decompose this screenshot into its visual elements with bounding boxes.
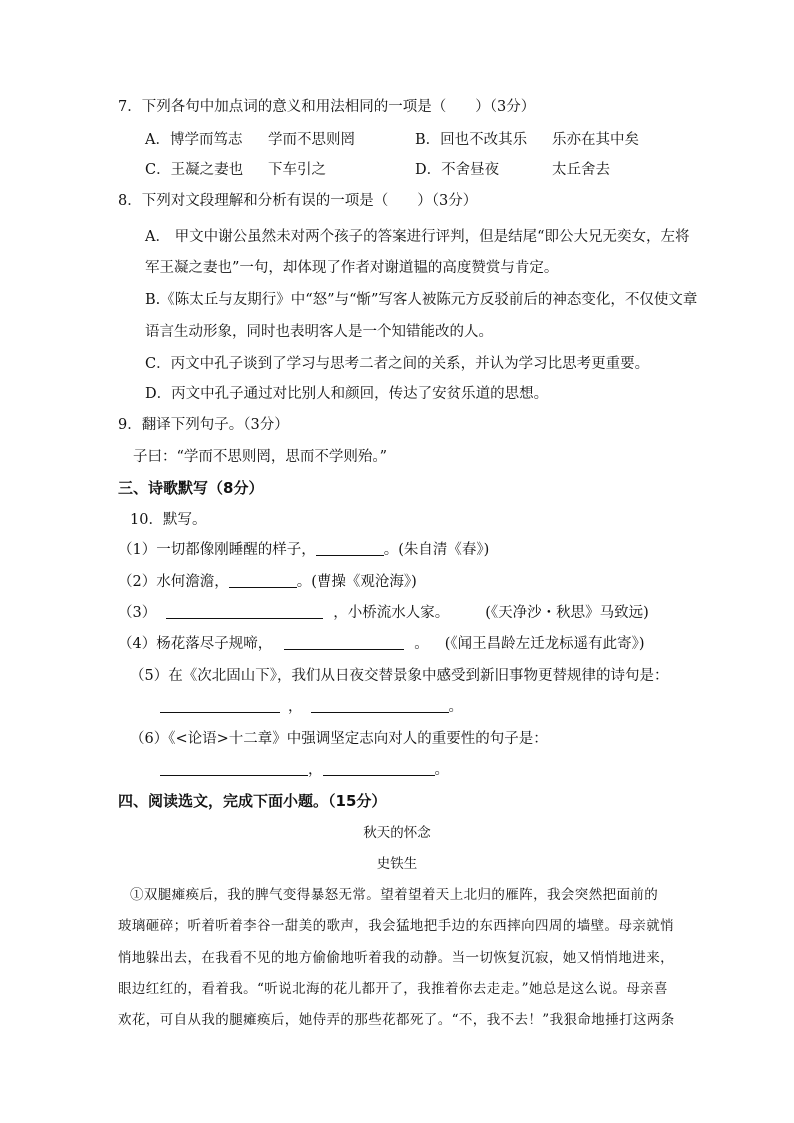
q8-option-b-line1: B.《陈太丘与友期行》中“怒”与“惭”写客人被陈元方反驳前后的神态变化，不仅使文章	[145, 292, 698, 308]
article-paragraph-line: 玻璃砸碎；听着听着李谷一甜美的歌声，我会猛地把手边的东西摔向四周的墙壁。母亲就悄	[118, 918, 674, 934]
answer-blank[interactable]	[166, 604, 323, 619]
answer-blank[interactable]	[284, 635, 404, 650]
q10-item-1: （1）一切都像刚睡醒的样子， 。(朱自清《春》)	[118, 542, 490, 558]
section-3-title: 三、诗歌默写（8分）	[118, 479, 264, 497]
article-title: 秋天的怀念	[363, 825, 431, 841]
q10-item-5-answer: ， 。	[160, 697, 463, 717]
q8-option-c: C．丙文中孔子谈到了学习与思考二者之间的关系，并认为学习比思考更重要。	[145, 356, 650, 372]
article-paragraph-line: 欢花，可自从我的腿瘫痪后，她侍弄的那些花都死了。“不，我不去！”我狠命地捶打这两条	[118, 1012, 675, 1028]
q7-option-b2: 乐亦在其中矣	[552, 132, 639, 148]
article-paragraph-line: ①双腿瘫痪后，我的脾气变得暴怒无常。望着望着天上北归的雁阵，我会突然把面前的	[130, 887, 659, 903]
q10-item-6: （6）《<论语>十二章》中强调坚定志向对人的重要性的句子是：	[130, 731, 548, 747]
q10-item-5: （5）在《次北固山下》，我们从日夜交替景象中感受到新旧事物更替规律的诗句是：	[130, 668, 669, 684]
answer-blank[interactable]	[160, 761, 308, 776]
q8-option-a-line1: A． 甲文中谢公虽然未对两个孩子的答案进行评判，但是结尾“即公大兄无奕女，左将	[145, 229, 690, 245]
q7-option-c2: 下车引之	[268, 162, 326, 178]
answer-blank[interactable]	[316, 541, 384, 556]
q10-item-2: （2）水何澹澹， 。(曹操《观沧海》)	[118, 574, 417, 590]
q9-sentence: 子曰：“学而不思则罔，思而不学则殆。”	[133, 449, 388, 465]
q10-item-6-answer: ， 。	[160, 760, 449, 780]
q7-option-a1: A．博学而笃志	[145, 132, 243, 148]
q10-stem: 10．默写。	[130, 512, 207, 528]
q8-stem: 8．下列对文段理解和分析有误的一项是（ ）（3分）	[118, 193, 478, 209]
q10-item-3: （3） ，小桥流水人家。 (《天净沙・秋思》马致远)	[118, 605, 649, 621]
article-author: 史铁生	[376, 856, 418, 872]
q7-option-c1: C．王凝之妻也	[145, 162, 244, 178]
section-4-title: 四、阅读选文，完成下面小题。（15分）	[118, 792, 387, 810]
answer-blank[interactable]	[311, 698, 449, 713]
article-paragraph-line: 眼边红红的，看着我。“听说北海的花儿都开了，我推着你去走走。”她总是这么说。母亲喜	[118, 981, 668, 997]
q8-option-a-line2: 军王凝之妻也”一句，却体现了作者对谢道韫的高度赞赏与肯定。	[145, 260, 559, 276]
q7-option-d1: D．不舍昼夜	[415, 162, 500, 178]
q7-option-b1: B．回也不改其乐	[415, 132, 528, 148]
article-paragraph-line: 悄地躲出去，在我看不见的地方偷偷地听着我的动静。当一切恢复沉寂，她又悄悄地进来，	[118, 950, 674, 966]
answer-blank[interactable]	[323, 761, 435, 776]
q7-stem: 7．下列各句中加点词的意义和用法相同的一项是（ ）（3分）	[118, 99, 536, 115]
q10-item-4: （4）杨花落尽子规啼， 。 (《闻王昌龄左迁龙标遥有此寄》)	[118, 636, 645, 652]
q7-option-a2: 学而不思则罔	[268, 132, 355, 148]
q8-option-b-line2: 语言生动形象，同时也表明客人是一个知错能改的人。	[145, 324, 493, 340]
q8-option-d: D．丙文中孔子通过对比别人和颜回，传达了安贫乐道的思想。	[145, 386, 549, 402]
q9-stem: 9．翻译下列句子。（3分）	[118, 417, 289, 433]
q7-option-d2: 太丘舍去	[552, 162, 610, 178]
answer-blank[interactable]	[160, 698, 280, 713]
answer-blank[interactable]	[229, 573, 297, 588]
